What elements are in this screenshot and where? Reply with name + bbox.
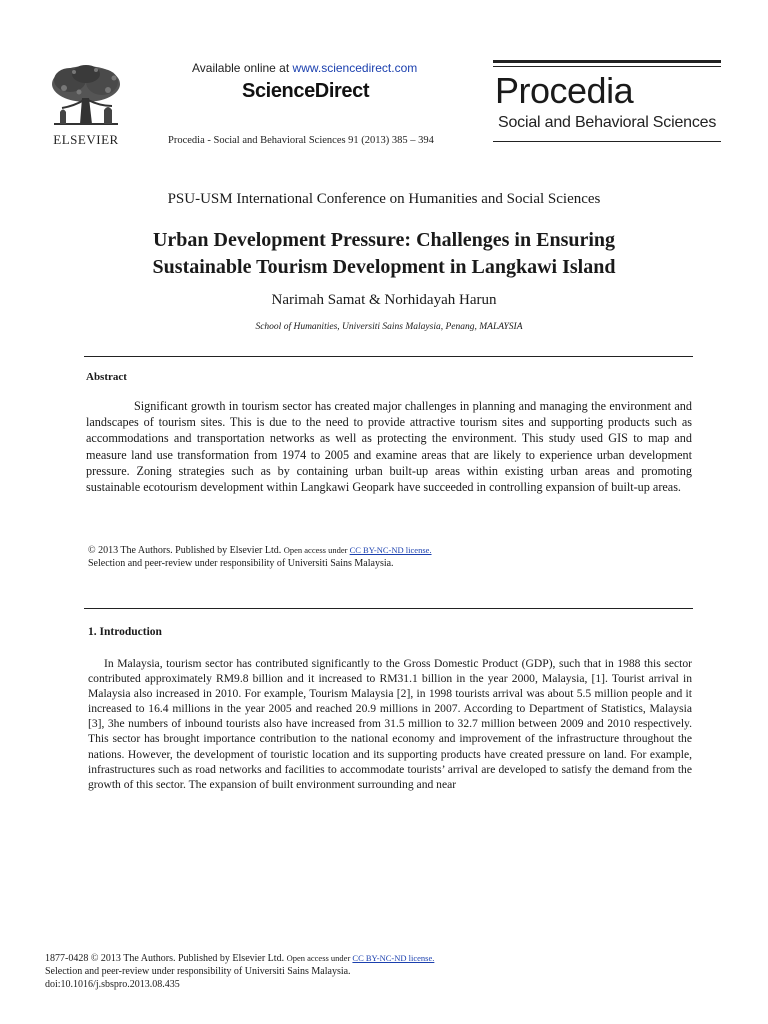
paper-title [84, 227, 684, 281]
title-line-1: Urban Development Pressure: Challenges in Ensuring [152, 229, 616, 251]
copyright-text: © 2013 The Authors. Published by Elsevier Ltd. [88, 545, 284, 556]
introduction-body: In Malaysia, tourism sector has contributed significantly to the Gross Domestic Product (GDP), such that in 1988 this sector contributed approximately RM9.8 billion and it increased to RM31.1 billion in the year 2000, Malaysia, [1]. Tourist arrival in Malaysia also increased in 2010. For example, Tourism Malaysia [2], in 1998 tourists arrival was about 5.5 million people and it increased to 16.4 millions in the year 2005 and reached 20.9 millions in 2007. According to Department of Statistics, Malaysia [3], 3he numbers of inbound tourists also have increased from 31.5 million to 32.7 million between 2009 and 2010 respectively. This sector has brought importance contribution to the national economy and improvement of the infrastructure throughout the nations. However, the development of touristic location and its supporting products have created pressure on land. For example, infrastructures such as road networks and facilities to accommodate tourists’ arrival are developed to satisfy the demand from the growth of this sector. The expansion of built environment surrounding and near [88, 657, 692, 791]
footer [45, 952, 705, 991]
abstract-body: Significant growth in tourism sector has created major challenges in planning and managing the environment and landscapes of tourism sites. This is due to the need to provide attractive tourism sites and supporting products such as accommodations and transportation networks as well as protecting the environment. This study used GIS to map and measure land use transformation from 1974 to 2005 and examine areas that are likely to experience urban development pressure. Zoning strategies such as by containing urban built-up areas within existing urban areas and promoting sustainable ecotourism development within Langkawi Geopark have succeeded in controlling expansion of built-up areas. [86, 399, 692, 495]
sciencedirect-link[interactable]: www.sciencedirect.com [292, 61, 418, 75]
elsevier-wordmark: ELSEVIER [53, 132, 119, 147]
available-prefix: Available online at [192, 61, 293, 75]
conference-name: PSU-USM International Conference on Humanities and Social Sciences [167, 191, 601, 207]
footer-peer-review-text: Selection and peer-review under responsibility of Universiti Sains Malaysia. [45, 966, 351, 977]
procedia-subtitle: Social and Behavioral Sciences [498, 114, 717, 131]
divider-top [84, 356, 693, 357]
copyright-block [88, 544, 688, 570]
journal-reference: Procedia - Social and Behavioral Sciences 91 (2013) 385 – 394 [168, 135, 434, 146]
divider-middle [84, 608, 693, 609]
affiliation: School of Humanities, Universiti Sains Malaysia, Penang, MALAYSIA [255, 322, 523, 332]
available-online-text [192, 61, 417, 75]
procedia-rule-top [493, 60, 721, 63]
peer-review-text: Selection and peer-review under responsibility of Universiti Sains Malaysia. [88, 558, 394, 569]
sciencedirect-logo: ScienceDirect [242, 80, 370, 102]
footer-doi: doi:10.1016/j.sbspro.2013.08.435 [45, 979, 180, 990]
authors: Narimah Samat & Norhidayah Harun [271, 292, 497, 308]
footer-copyright-text: 1877-0428 © 2013 The Authors. Published by Elsevier Ltd. [45, 953, 287, 964]
title-line-2: Sustainable Tourism Development in Langkawi Island [152, 256, 616, 278]
license-link[interactable]: CC BY-NC-ND license. [349, 545, 432, 555]
procedia-logo: Procedia [495, 70, 634, 111]
procedia-rule-top-thin [493, 66, 721, 67]
procedia-rule-bottom [493, 141, 721, 142]
elsevier-logo [44, 62, 128, 146]
elsevier-tree-icon [44, 62, 128, 128]
abstract-heading: Abstract [86, 371, 127, 383]
introduction-heading: 1. Introduction [88, 626, 162, 638]
footer-open-access-text: Open access under [286, 953, 353, 963]
open-access-text: Open access under [283, 545, 350, 555]
footer-license-link[interactable]: CC BY-NC-ND license. [352, 953, 435, 963]
